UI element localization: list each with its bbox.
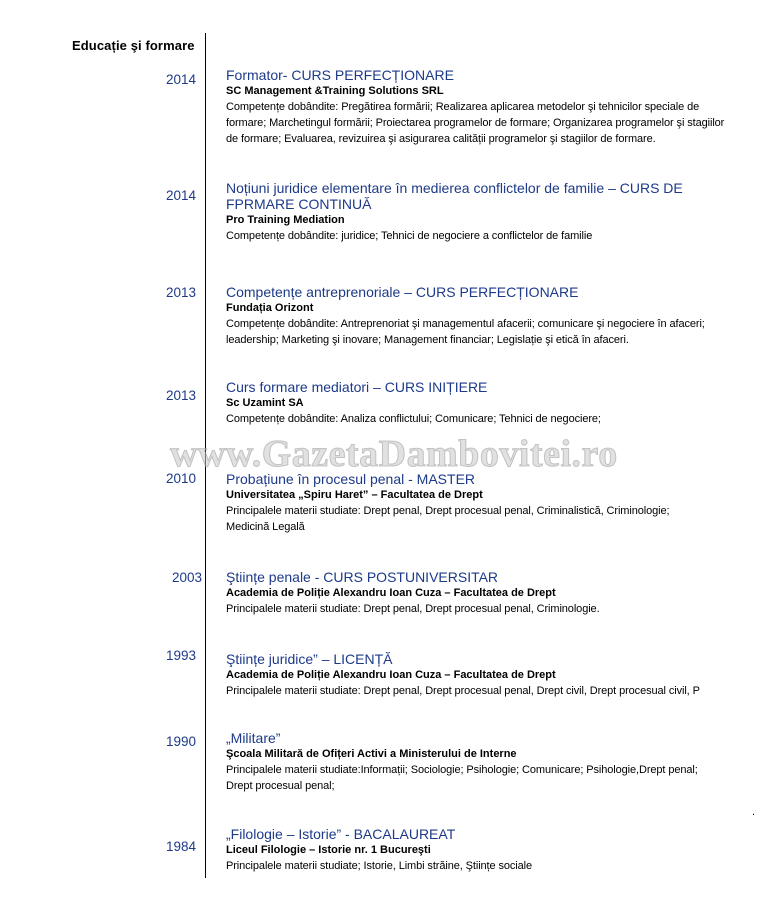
entry-organization: Liceul Filologie – Istorie nr. 1 Bucureşti (226, 844, 431, 856)
entry-organization: Şcoala Militară de Ofițeri Activi a Ministerului de Interne (226, 748, 517, 760)
entry-year: 1993 (165, 648, 196, 663)
entry-title: Curs formare mediatori – CURS INIȚIERE (226, 379, 488, 395)
entry-body (226, 379, 738, 427)
entry-body (226, 569, 738, 617)
entry-title: Noțiuni juridice elementare în medierea conflictelor de familie – CURS DE FPRMARE CONTINUĂ (226, 180, 683, 212)
entry-organization: Fundația Orizont (226, 302, 314, 314)
entry-description: Competențe dobândite: Pregătirea formării; Realizarea aplicarea metodelor şi tehnicilor speciale de formare; Marchetingul formării; Proiectarea programelor de formare; Organizarea programelor şi stagiilor de formare; Evaluarea, revizuirea şi asigurarea calității programelor şi stagiilor de formare. (226, 101, 725, 145)
entry-body (226, 651, 738, 699)
entry-description: Principalele materii studiate; Istorie, Limbi străine, Ştiințe sociale (226, 860, 533, 872)
entry-description: Competențe dobândite: juridice; Tehnici de negociere a conflictelor de familie (226, 230, 593, 242)
entry-description: Competențe dobândite: Antreprenoriat şi managementul afacerii; comunicare şi negociere în afaceri; leadership; Marketing şi inovare; Management financiar; Legislație şi etică în afaceri. (226, 318, 705, 346)
entry-body (226, 284, 738, 348)
entry-title: Formator- CURS PERFECȚIONARE (226, 67, 454, 83)
entry-description: Principalele materii studiate: Drept penal, Drept procesual penal, Criminologie. (226, 603, 600, 615)
entry-body (226, 471, 738, 535)
entry-organization: Universitatea „Spiru Haret” – Facultatea de Drept (226, 489, 483, 501)
entry-year: 2014 (165, 72, 196, 87)
entry-year: 2010 (165, 471, 196, 486)
entry-year: 1984 (165, 839, 196, 854)
entry-organization: Academia de Poliție Alexandru Ioan Cuza – Facultatea de Drept (226, 587, 556, 599)
entry-title: Probațiune în procesul penal - MASTER (226, 471, 476, 487)
entry-title: Ştiințe penale - CURS POSTUNIVERSITAR (226, 569, 499, 585)
section-heading: Educație şi formare (72, 38, 195, 53)
stray-mark: . (752, 806, 756, 818)
entry-body (226, 826, 738, 874)
entry-year: 2013 (165, 388, 196, 403)
entry-year: 1990 (165, 734, 196, 749)
vertical-divider (205, 33, 206, 878)
entry-title: „Militare” (226, 730, 281, 746)
entry-body (226, 67, 738, 147)
entry-description: Principalele materii studiate: Drept penal, Drept procesual penal, Criminalistică, Criminologie; Medicină Legală (226, 505, 670, 533)
entry-title: Ştiințe juridice” – LICENȚĂ (226, 651, 393, 667)
entry-description: Principalele materii studiate: Drept penal, Drept procesual penal, Drept civil, Drept procesual civil, P (226, 685, 700, 697)
entry-body (226, 180, 738, 244)
entry-body (226, 730, 738, 794)
entry-title: „Filologie – Istorie” - BACALAUREAT (226, 826, 456, 842)
entry-description: Competențe dobândite: Analiza conflictului; Comunicare; Tehnici de negociere; (226, 413, 601, 425)
entry-title: Competențe antreprenoriale – CURS PERFECȚIONARE (226, 284, 579, 300)
entry-organization: Pro Training Mediation (226, 214, 345, 226)
entry-organization: Sc Uzamint SA (226, 397, 304, 409)
entry-organization: Academia de Poliție Alexandru Ioan Cuza – Facultatea de Drept (226, 669, 556, 681)
entry-organization: SC Management &Training Solutions SRL (226, 85, 444, 97)
entry-year: 2003 (171, 570, 202, 585)
watermark-text: www.GazetaDambovitei.ro (170, 433, 618, 475)
entry-year: 2013 (165, 285, 196, 300)
entry-description: Principalele materii studiate:Informații; Sociologie; Psihologie; Comunicare; Psihologie,Drept penal; Drept procesual penal; (226, 764, 698, 792)
entry-year: 2014 (165, 188, 196, 203)
